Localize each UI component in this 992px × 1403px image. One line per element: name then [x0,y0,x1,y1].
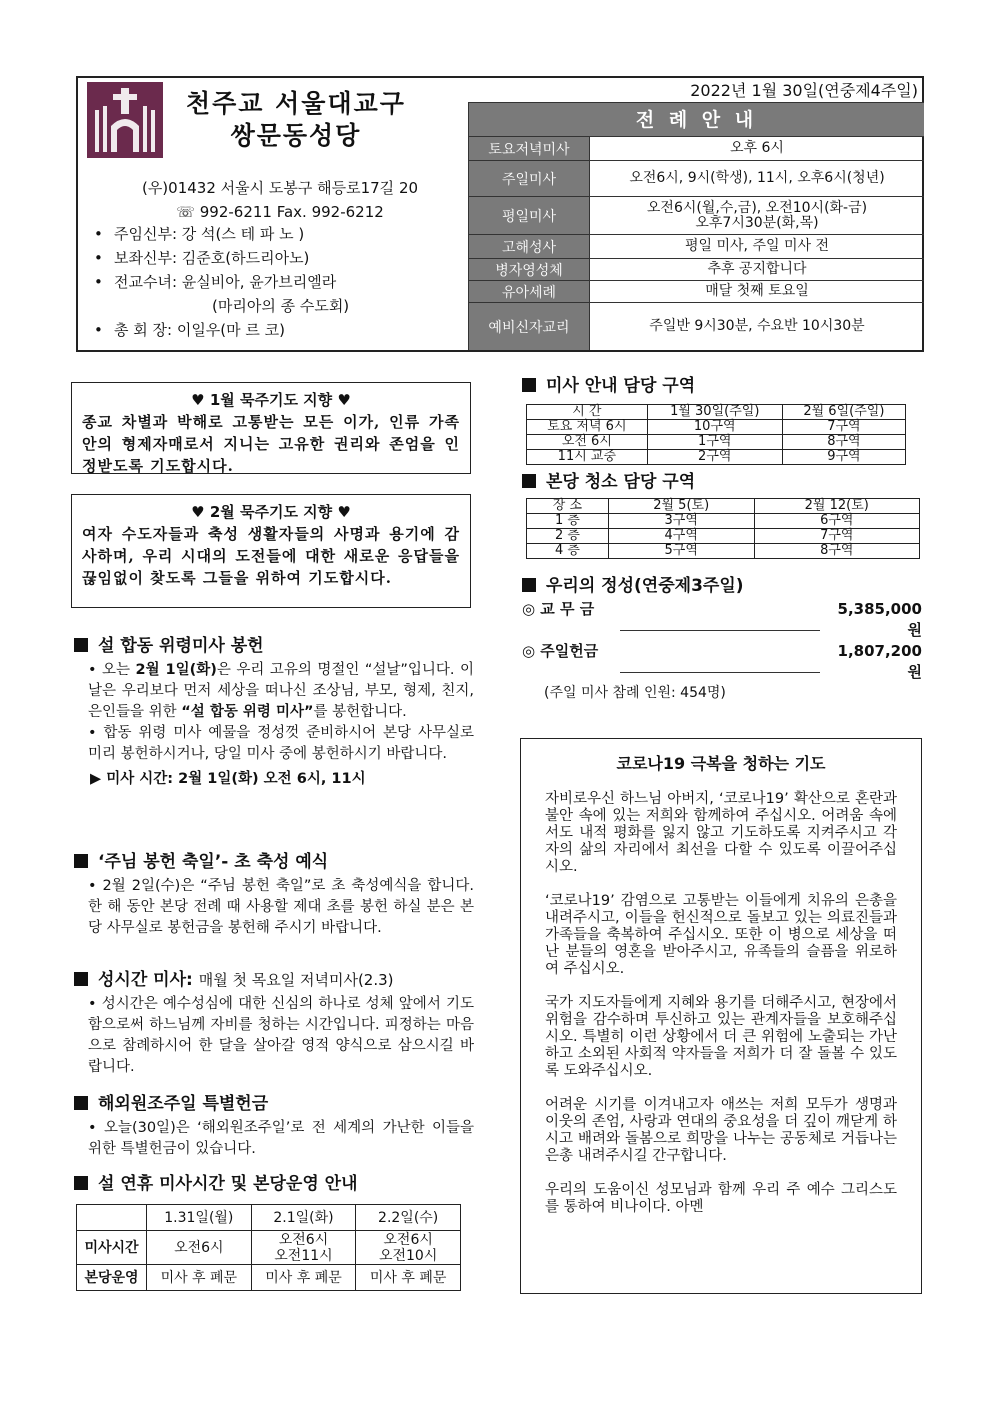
table-cell: 8구역 [782,435,905,450]
table-cell: 7구역 [754,529,919,544]
liturgy-label: 병자영성체 [469,259,589,280]
clean-zone-table [526,498,920,559]
liturgy-row [469,160,924,196]
table-cell: 오전 6시 [527,435,648,450]
covid-prayer-title: 코로나19 극복을 청하는 기도 [616,754,826,773]
table-row [77,1231,461,1265]
memorial-paragraph: • 오는 2월 1일(화)은 우리 고유의 명절인 “설날”입니다. 이날은 우리보다 먼저 세상을 떠나신 조상님, 부모, 형제, 친지, 은인들을 위한 “설 합동 위령 미사”를 봉헌합니다. [88,662,474,720]
liturgy-label: 예비신자교리 [469,303,589,350]
table-cell: 토요 저녁 6시 [527,420,648,435]
table-header-cell: 1월 30일(주일) [647,405,782,420]
offering-line: ◎ 교 무 금 5,385,000원 [522,600,922,639]
memorial-title: 설 합동 위령미사 봉헌 [74,634,474,658]
holyhour-paragraph: • 성시간은 예수성심에 대한 신심의 하나로 성체 앞에서 기도함으로써 하느님께 자비를 청하는 시간입니다. 피정하는 마음으로 참례하시어 한 달을 살아갈 영적 양식으로 삼으시길 바랍니다. [88,996,474,1075]
staff-item: (마리아의 종 수도회) [212,297,350,315]
covid-prayer-box [520,738,922,1294]
table-cell: 9구역 [782,450,905,465]
square-bullet-icon [74,638,88,652]
liturgy-row [469,136,924,160]
liturgy-label: 주일미사 [469,161,589,196]
staff-item: • 총 회 장: 이일우(마 르 코) [94,321,286,339]
liturgy-row [469,302,924,350]
holiday-title: 설 연휴 미사시간 및 본당운영 안내 [74,1172,474,1196]
liturgy-row [469,280,924,302]
covid-prayer-paragraph: 우리의 도움이신 성모님과 함께 우리 주 예수 그리스도를 통하여 비나이다. 아멘 [545,1182,897,1215]
table-cell: 1구역 [647,435,782,450]
square-bullet-icon [74,1176,88,1190]
table-cell: 2구역 [647,450,782,465]
liturgy-label: 고해성사 [469,235,589,258]
candle-section [74,850,474,939]
table-row [527,499,920,514]
intent-jan-title: ♥ 1월 묵주기도 지향 ♥ [191,391,351,409]
table-cell: 오전6시 [147,1231,252,1265]
clean-zone-title: 본당 청소 담당 구역 [522,470,695,494]
intent-feb-box [71,494,471,608]
table-header-cell: 2월 6일(주일) [782,405,905,420]
table-cell: 4구역 [608,529,754,544]
staff-list [94,222,349,342]
candle-paragraph: • 2월 2일(수)은 “주님 봉헌 축일”로 초 축성예식을 합니다. 한 해 동안 본당 전례 때 사용할 제대 초를 봉헌 하실 분은 본당 사무실로 봉헌금을 봉헌해 주시기 바랍니다. [88,878,474,936]
liturgy-row [469,258,924,280]
intent-jan-body: 종교 차별과 박해로 고통받는 모든 이가, 인류 가족 안의 형제자매로서 지니는 고유한 권리와 존엄을 인정받도록 기도합시다. [82,413,460,475]
phone-fax: ☏ 992-6211 Fax. 992-6212 [176,203,384,221]
table-cell [77,1205,147,1231]
bulletin-date: 2022년 1월 30일(연중제4주일) [690,81,918,100]
table-row [527,405,906,420]
covid-prayer-paragraph: 어려운 시기를 이겨내고자 애쓰는 저희 모두가 생명과 이웃의 존엄, 사랑과 연대의 중요성을 더 깊이 깨닫게 하시고 배려와 돌봄으로 희망을 나누는 공동체로 거듭나는 은총 내려주시길 간구합니다. [545,1097,897,1164]
table-header-cell: 2월 12(토) [754,499,919,514]
postal-address: (우)01432 서울시 도봉구 해등로17길 20 [141,179,419,197]
liturgy-value: 주일반 9시30분, 수요반 10시30분 [589,303,924,350]
liturgy-value: 평일 미사, 주일 미사 전 [589,235,924,258]
square-bullet-icon [522,378,536,392]
table-header-cell: 2.1일(화) [251,1205,356,1231]
holyhour-section [74,968,474,1078]
liturgy-value: 오전6시(월,수,금), 오전10시(화-금) 오후7시30분(화,목) [589,197,924,234]
holiday-table [76,1204,461,1291]
intent-feb-body: 여자 수도자들과 축성 생활자들의 사명과 용기에 감사하며, 우리 시대의 도전들에 대한 새로운 응답들을 끊임없이 찾도록 그들을 위하여 기도합시다. [82,525,460,587]
offering-title: 우리의 정성(연중제3주일) [522,574,922,598]
square-bullet-icon [74,1096,88,1110]
table-cell: 2 층 [527,529,609,544]
offering-line: ◎ 주일헌금 1,807,200원 [522,642,922,681]
table-row-label: 미사시간 [77,1231,147,1265]
church-name-line1: 천주교 서울대교구 [186,89,406,118]
covid-prayer-paragraph: ‘코로나19’ 감염으로 고통받는 이들에게 치유의 은총을 내려주시고, 이들을 헌신적으로 돌보고 있는 의료진들과 가족들을 축복하여 주십시오. 또한 이 병으로 세상을 떠난 분들의 영혼을 받아주시고, 유족들의 슬픔을 위로하여 주십시오. [545,893,897,977]
covid-prayer-paragraph: 자비로우신 하느님 아버지, ‘코로나19’ 확산으로 혼란과 불안 속에 있는 저희와 함께하여 주십시오. 어려움 속에서도 내적 평화를 잃지 않고 기도하도록 지켜주시고 각자의 삶의 자리에서 최선을 다할 수 있도록 이끌어주십시오. [545,791,897,875]
table-header-cell: 장 소 [527,499,609,514]
table-cell: 6구역 [754,514,919,529]
covid-prayer-paragraph: 국가 지도자들에게 지혜와 용기를 더해주시고, 현장에서 위험을 감수하며 투신하고 있는 관계자들을 보호해주십시오. 특별히 이런 상황에서 더 큰 위험에 노출되는 가난하고 소외된 사회적 약자들을 저희가 더 잘 돌볼 수 있도록 도와주십시오. [545,995,897,1079]
liturgy-row [469,234,924,258]
table-cell: 1 층 [527,514,609,529]
table-cell: 10구역 [647,420,782,435]
church-address [90,176,470,224]
liturgy-label: 유아세례 [469,281,589,302]
memorial-paragraph-2: • 합동 위령 미사 예물을 정성껏 준비하시어 본당 사무실로 미리 봉헌하시거나, 당일 미사 중에 봉헌하시기 바랍니다. [88,725,474,762]
table-cell: 오전6시 오전11시 [251,1231,356,1265]
table-cell: 8구역 [754,544,919,559]
overseas-section [74,1092,474,1160]
table-header-cell: 2.2일(수) [356,1205,461,1231]
holyhour-title: 성시간 미사: 매월 첫 목요일 저녁미사(2.3) [74,968,474,992]
memorial-section [74,634,474,790]
holiday-section [74,1172,474,1196]
attendance-note: (주일 미사 참례 인원: 454명) [544,685,726,701]
liturgy-row [469,196,924,234]
church-logo [87,82,163,158]
table-row [527,435,906,450]
church-name-line2: 쌍문동성당 [230,121,362,150]
liturgy-label: 평일미사 [469,197,589,234]
dotted-leader [620,641,820,673]
table-row [527,450,906,465]
table-cell: 7구역 [782,420,905,435]
staff-item: • 전교수녀: 윤실비아, 윤가브리엘라 [94,273,337,291]
table-cell: 4 층 [527,544,609,559]
overseas-title: 해외원조주일 특별헌금 [74,1092,474,1116]
square-bullet-icon [522,474,536,488]
church-name [186,88,406,152]
table-header-cell: 1.31일(월) [147,1205,252,1231]
staff-item: • 주임신부: 강 석(스 테 파 노 ) [94,225,305,243]
table-header-cell: 2월 5(토) [608,499,754,514]
table-row [527,420,906,435]
intent-jan-box [71,382,471,474]
square-bullet-icon [74,854,88,868]
liturgy-value: 추후 공지합니다 [589,259,924,280]
liturgy-value: 매달 첫째 토요일 [589,281,924,302]
table-row [77,1265,461,1291]
table-row [527,529,920,544]
staff-item: • 보좌신부: 김준호(하드리아노) [94,249,310,267]
offering-section [522,574,922,703]
liturgy-title: 전 례 안 내 [469,102,924,136]
liturgy-value: 오후 6시 [589,137,924,160]
intent-feb-title: ♥ 2월 묵주기도 지향 ♥ [191,503,351,521]
square-bullet-icon [74,972,88,986]
table-cell: 오전6시 오전10시 [356,1231,461,1265]
mass-zone-title: 미사 안내 담당 구역 [522,374,695,398]
memorial-time: ▶ 미사 시간: 2월 1일(화) 오전 6시, 11시 [90,771,366,787]
table-cell: 3구역 [608,514,754,529]
liturgy-label: 토요저녁미사 [469,137,589,160]
mass-zone-table [526,404,906,465]
table-row [77,1205,461,1231]
table-cell: 5구역 [608,544,754,559]
table-header-cell: 시 간 [527,405,648,420]
liturgy-value: 오전6시, 9시(학생), 11시, 오후6시(청년) [589,161,924,196]
table-cell: 미사 후 폐문 [356,1265,461,1291]
candle-title: ‘주님 봉헌 축일’- 초 축성 예식 [74,850,474,874]
table-cell: 미사 후 폐문 [147,1265,252,1291]
liturgy-guide [468,102,924,350]
table-cell: 미사 후 폐문 [251,1265,356,1291]
table-row [527,514,920,529]
table-cell: 11시 교중 [527,450,648,465]
square-bullet-icon [522,578,536,592]
table-row-label: 본당운영 [77,1265,147,1291]
dotted-leader [620,599,820,631]
table-row [527,544,920,559]
bulletin-header [76,76,924,352]
overseas-paragraph: • 오늘(30일)은 ‘해외원조주일’로 전 세계의 가난한 이들을 위한 특별헌금이 있습니다. [88,1120,474,1157]
